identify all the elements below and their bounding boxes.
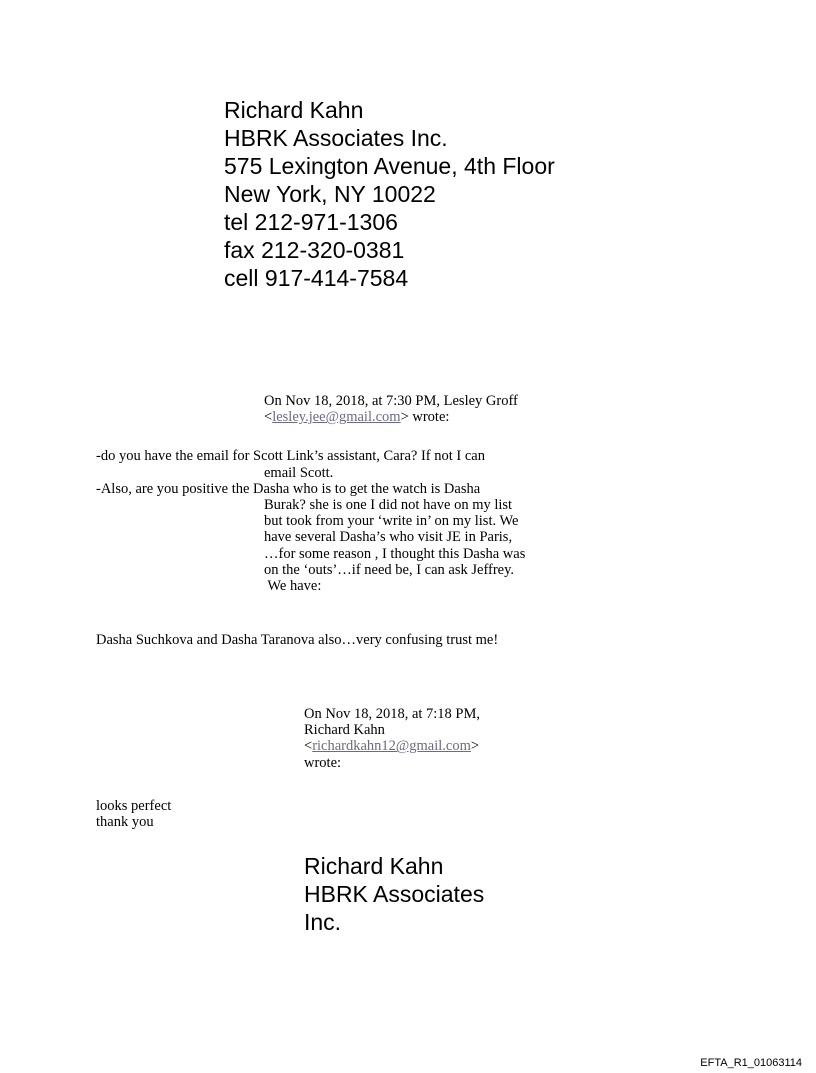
quote-2-email-line <box>304 738 480 754</box>
angle-open: < <box>304 738 313 755</box>
signature-address: 575 Lexington Avenue, 4th Floor <box>224 153 555 179</box>
signature-tel: tel 212-971-1306 <box>224 209 398 235</box>
message-1-line-1: -do you have the email for Scott Link’s assistant, Cara? If not I can <box>96 448 485 464</box>
message-1-line-9: We have: <box>264 578 322 595</box>
quote-2-line-4: wrote: <box>304 754 342 771</box>
wrote-label: > wrote: <box>400 409 450 426</box>
quote-header-line: On Nov 18, 2018, at 7:30 PM, Lesley Groff <box>264 393 518 409</box>
message-1-line-7: …for some reason , I thought this Dasha was <box>264 545 526 562</box>
signature-company: HBRK Associates Inc. <box>224 125 448 151</box>
signature-name: Richard Kahn <box>304 853 444 879</box>
signature-company-suffix: Inc. <box>304 909 342 935</box>
message-2-line-1: looks perfect <box>96 798 172 814</box>
message-1-line-10: Dasha Suchkova and Dasha Taranova also…very confusing trust me! <box>96 632 499 648</box>
email-link-lesley[interactable]: lesley.jee@gmail.com <box>272 409 401 426</box>
signature-city: New York, NY 10022 <box>224 181 436 207</box>
message-1-line-8: on the ‘outs’…if need be, I can ask Jeffrey. <box>264 561 515 578</box>
document-id: EFTA_R1_01063114 <box>700 1057 802 1069</box>
signature-fax: fax 212-320-0381 <box>224 237 405 263</box>
quote-2-line-2: Richard Kahn <box>304 722 385 739</box>
signature-cell: cell 917-414-7584 <box>224 265 409 291</box>
message-1-line-3: -Also, are you positive the Dasha who is to get the watch is Dasha <box>96 481 481 497</box>
quote-header-1 <box>264 393 518 425</box>
signature-name: Richard Kahn <box>224 97 364 123</box>
signature-company: HBRK Associates <box>304 881 485 907</box>
bottom-signature <box>304 852 484 936</box>
message-2-line-2: thank you <box>96 814 154 831</box>
message-1-block <box>264 497 525 594</box>
quote-header-2 <box>304 706 480 771</box>
message-1-line-4: Burak? she is one I did not have on my list <box>264 497 513 513</box>
quote-header-email-line <box>264 409 518 425</box>
message-2 <box>96 798 171 830</box>
top-signature <box>224 96 555 292</box>
message-1-line-5: but took from your ‘write in’ on my list. We <box>264 513 519 530</box>
angle-open: < <box>264 409 273 426</box>
quote-2-line-1: On Nov 18, 2018, at 7:18 PM, <box>304 706 481 722</box>
message-1-line-6: have several Dasha’s who visit JE in Paris, <box>264 529 513 546</box>
email-link-richard[interactable]: richardkahn12@gmail.com <box>312 738 471 755</box>
message-1-line-2: email Scott. <box>264 465 334 481</box>
angle-close: > <box>470 738 480 755</box>
